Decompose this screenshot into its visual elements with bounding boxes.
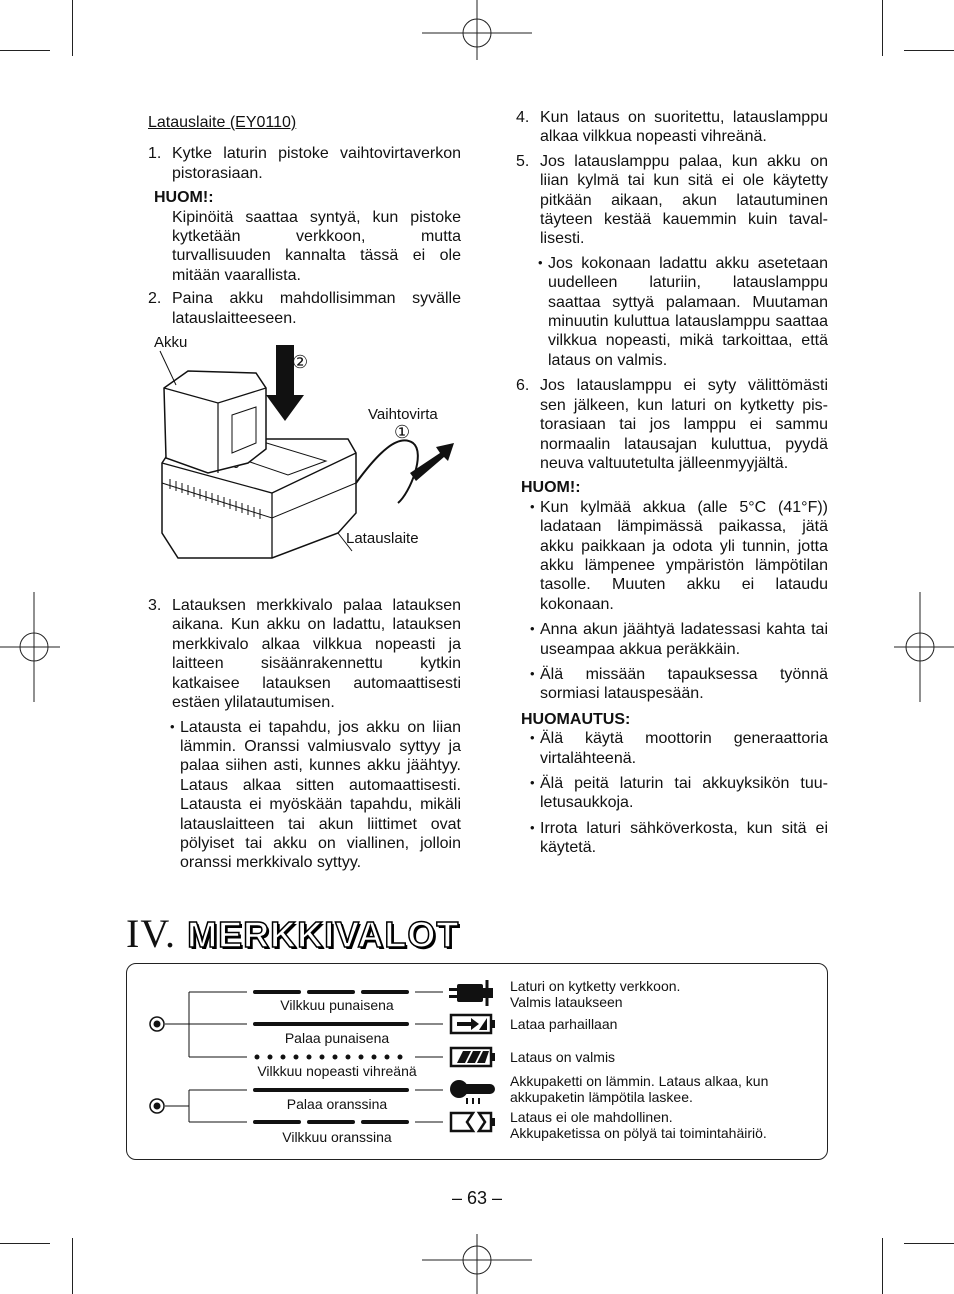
registration-mark-right <box>894 592 954 702</box>
description-line: Lataa parhaillaan <box>510 1016 618 1032</box>
orange-lamp-icon <box>150 1099 164 1113</box>
section-heading <box>126 910 459 957</box>
step-number: 1. <box>148 145 162 163</box>
description-line: Laturi on kytketty verkkoon. <box>510 978 681 994</box>
registration-mark-top <box>422 0 532 60</box>
step-4 <box>516 108 828 147</box>
num-1-label: ① <box>394 422 411 443</box>
step-6 <box>516 376 828 473</box>
step-number: 5. <box>516 152 530 170</box>
description-line: Valmis lataukseen <box>510 994 623 1010</box>
section-numeral: IV. <box>126 911 177 956</box>
step-text: Kytke laturin pistoke vaihtovirtaverkon pistorasiaan. <box>172 145 461 182</box>
crop-mark <box>882 0 883 56</box>
lamp-state-label: Vilkkuu punaisena <box>280 997 394 1013</box>
state-description <box>510 1109 767 1141</box>
step-number: 6. <box>516 377 530 395</box>
num-2-label: ② <box>292 352 309 373</box>
step-5 <box>516 152 828 249</box>
note-bullet: • Älä missään tapauksessa työnnä sormiasi latauspesään. <box>516 665 828 704</box>
indicator-legend <box>126 963 828 1160</box>
crop-mark <box>882 1238 883 1294</box>
step-text: Latauksen merkkivalo palaa latauksen aikana. Kun akku on ladattu, latauksen merkkivalo alkaa vilkkua nopeasti ja laitteen sisäänrakennettu kytkin katkaisee latauksen automaattisesti estäen ylilatautumisen. <box>172 597 461 712</box>
left-column <box>148 113 461 879</box>
note-label: HUOM!: <box>521 479 581 497</box>
lamp-state-label: Vilkkuu oranssina <box>282 1129 392 1145</box>
crop-mark <box>904 1243 954 1244</box>
crop-mark <box>0 50 50 51</box>
akku-label: Akku <box>154 334 188 352</box>
step-5-bullet: • Jos kokonaan ladattu akku asetetaan uudelleen laturiin, latauslamppu saattaa syttyä palamaan. Muutaman minuutin kuluttua latauslamppu saattaa vilkkua nopeasti, mikä tarkoittaa, että lataus on valmis. <box>516 254 828 370</box>
section-title: MERKKIVALOT <box>187 914 460 955</box>
red-lamp-icon <box>150 1017 164 1031</box>
caution-bullet: • Älä peitä laturin tai akkuyksikön tuuletusaukkoja. <box>516 774 828 813</box>
description-line: Lataus on valmis <box>510 1049 616 1065</box>
description-line: Akkupaketti on lämmin. Lataus alkaa, kun <box>510 1073 769 1089</box>
crop-mark <box>0 1243 50 1244</box>
lamp-state-label: Palaa oranssina <box>286 1096 388 1112</box>
caution-label: HUOMAUTUS: <box>521 710 631 728</box>
description-line: Akkupaketissa on pölyä tai toimintahäiriö. <box>510 1125 767 1141</box>
crop-mark <box>72 1238 73 1294</box>
caution-bullet: • Irrota laturi sähköverkosta, kun sitä ei käytetä. <box>516 819 828 858</box>
step-number: 4. <box>516 109 530 126</box>
state-description <box>510 978 680 1010</box>
plug-icon <box>449 980 493 1006</box>
description-line: Lataus ei ole mahdollinen. <box>510 1109 673 1125</box>
latauslaite-label: Latauslaite <box>346 530 419 548</box>
note-text: Kipinöitä saattaa syntyä, kun pistoke kytketään verkkoon, mutta turvallisuuden kannalta tässä ei ole mitään vaarallista. <box>172 208 461 284</box>
description-line: akkupaketin lämpötila laskee. <box>510 1089 693 1105</box>
right-column <box>516 108 828 864</box>
thermometer-icon <box>450 1080 495 1104</box>
step-1 <box>148 144 461 183</box>
charger-illustration <box>148 333 461 588</box>
step-3 <box>148 596 461 712</box>
registration-mark-bottom <box>422 1234 532 1294</box>
lamp-state-label: Vilkkuu nopeasti vihreänä <box>257 1063 417 1079</box>
note-bullet: • Anna akun jäähtyä ladatessasi kahta tai useampaa akkua peräkkäin. <box>516 620 828 659</box>
charging-battery-icon <box>451 1015 495 1033</box>
vaihtovirta-label: Vaihtovirta <box>368 406 438 424</box>
step-number: 2. <box>148 290 162 308</box>
section-title: Latauslaite (EY0110) <box>148 114 297 131</box>
note-label: HUOM!: <box>154 189 214 207</box>
crop-mark <box>72 0 73 56</box>
note-bullet: • Kun kylmää akkua (alle 5°C (41°F)) ladataan lämpimässä paikassa, jätä akku paikkaan ja odota yli tunnin, jotta akku lämpenee ympäristön lämpötilan tasolle. Muuten akku ei lataudu kokonaan. <box>516 498 828 614</box>
full-battery-icon <box>451 1048 495 1066</box>
page-number: – 63 – <box>451 1188 503 1208</box>
step-text: Paina akku mahdollisimman syvälle latauslaitteeseen. <box>172 290 461 327</box>
caution-bullet: • Älä käytä moottorin generaattoria virtalähteenä. <box>516 729 828 768</box>
crop-mark <box>904 50 954 51</box>
step-text: Jos latauslamppu palaa, kun akku on liian kylmä tai kun sitä ei ole käytetty pitkään aikaan, akun latautuminen täyteen kestää kauemmin kuin tavallisesti. <box>540 152 828 248</box>
state-description <box>510 1073 768 1105</box>
state-description <box>510 1049 615 1065</box>
step-2 <box>148 289 461 328</box>
step-3-bullet: • Latausta ei tapahdu, jos akku on liian lämmin. Oranssi valmiusvalo syttyy ja palaa siihen asti, kunnes akku jäähtyy. Lataus alkaa sitten automaattisesti. Latausta ei myöskään tapahdu, mikäli latauslaitteen tai akun liittimet ovat pölyiset tai akku on viallinen, jolloin oranssi merkkivalo syttyy. <box>148 718 461 873</box>
faulty-battery-icon <box>451 1113 495 1131</box>
step-text: Jos latauslamppu ei syty välittömästi sen jälkeen, kun laturi on kytketty pistorasiaan tai jos lamppu ei sammu normaalin latausajan kuluttua, pyydä neuva valtuutetulta jälleenmyyjältä. <box>540 377 828 472</box>
registration-mark-left <box>0 592 60 702</box>
lamp-state-label: Palaa punaisena <box>284 1030 390 1046</box>
step-number: 3. <box>148 597 162 615</box>
step-text: Kun lataus on suoritettu, latauslamppu alkaa vilkkua nopeasti vihreänä. <box>540 109 828 146</box>
state-description <box>510 1016 617 1032</box>
